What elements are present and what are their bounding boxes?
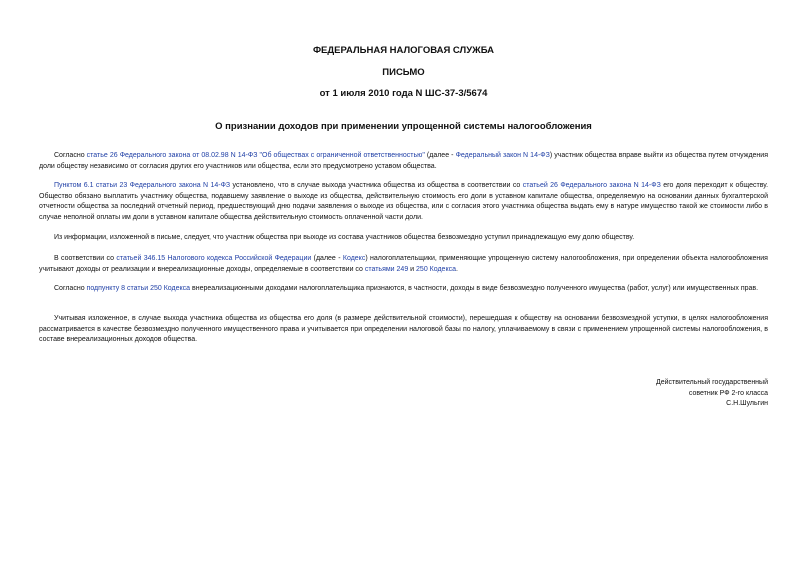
signature-rank-line: советник РФ 2-го класса	[688, 389, 768, 397]
link-article-26-law-14fz[interactable]: статье 26 Федерального закона от 08.02.98 N 14-ФЗ "Об обществах с ограниченной ответственностью"	[86, 152, 425, 159]
paragraph-text: и	[408, 265, 417, 273]
paragraph-text: Учитывая изложенное, в случае выхода участника общества из общества его доля (в размере действительной стоимости), перешедшая к обществу на основании безвозмездной уступки, в целях налогообложения рассматривается в качестве безвозмездно полученного имущественного права и учитывается при определении налоговой базы по налогу, уплачиваемому в связи с применением упрощенной системы налогообложения, в составе внереализационных доходов общества.	[39, 315, 768, 344]
document-subject: О признании доходов при применении упрощенной системы налогообложения	[215, 121, 592, 132]
paragraph-text: ) участник общества вправе выйти из общества путем отчуждения доли обществу независимо от согласия других его участников или общества, если это предусмотрено уставом общества.	[39, 152, 768, 170]
paragraph-3	[39, 233, 768, 244]
paragraph-4	[39, 254, 768, 275]
paragraph-1	[39, 151, 768, 172]
paragraph-5	[39, 284, 768, 295]
link-article-346-15-tax-code[interactable]: статьей 346.15 Налогового кодекса Российской Федерации	[116, 255, 312, 262]
paragraph-text: ) налогоплательщики, применяющие упрощенную систему налогообложения, при определении объекта налогообложения учитывают доходы от реализации и внереализационные доходы, определяемые в соответствии со	[39, 255, 768, 273]
paragraph-text: Из информации, изложенной в письме, следует, что участник общества при выходе из состава участников общества безвозмездно уступил принадлежащую ему долю обществу.	[54, 234, 635, 241]
paragraph-text: установлено, что в случае выхода участника общества из общества в соответствии со	[230, 182, 523, 189]
paragraph-text: его доля переходит к обществу. Общество обязано выплатить участнику общества, подавшему заявление о выходе из общества, действительную стоимость его доли в уставном капитале общества, определяемую на основании данных бухгалтерской отчетности общества за последний отчетный период, предшествующий дню подачи заявления о выходе из общества, или с согласия этого участника общества выдать ему в натуре имущество такой же стоимости либо в случае неполной оплаты им доли в уставном капитале общества действительную стоимость оплаченной части доли.	[39, 182, 769, 221]
link-article-250[interactable]: 250 Кодекса	[416, 265, 456, 273]
paragraph-text: (далее -	[424, 152, 456, 159]
paragraph-text: Согласно	[54, 152, 87, 159]
link-article-249[interactable]: статьями 249	[364, 265, 409, 273]
signature-block	[656, 378, 768, 410]
agency-title: ФЕДЕРАЛЬНАЯ НАЛОГОВАЯ СЛУЖБА	[312, 45, 495, 56]
paragraph-text: Согласно	[54, 285, 87, 292]
document-date-number: от 1 июля 2010 года N ШС-37-3/5674	[319, 88, 488, 99]
paragraph-2	[39, 181, 768, 223]
document-type: ПИСЬМО	[382, 67, 425, 78]
paragraph-text: .	[455, 265, 458, 273]
link-point-6-1-article-23[interactable]: Пунктом 6.1 статьи 23 Федерального закона N 14-ФЗ	[54, 182, 231, 189]
signature-title-line: Действительный государственный	[656, 379, 768, 386]
paragraph-text: В соответствии со	[54, 255, 117, 262]
paragraph-text: (далее -	[311, 255, 343, 262]
signature-name: С.Н.Шульгин	[726, 400, 768, 407]
paragraph-text: внереализационными доходами налогоплательщика признаются, в частности, доходы в виде безвозмездно полученного имущества (работ, услуг) или имущественных прав.	[190, 285, 759, 292]
link-article-26-law-14fz-2[interactable]: статьей 26 Федерального закона N 14-ФЗ	[522, 182, 661, 189]
link-law-14fz[interactable]: Федеральный закон N 14-ФЗ	[455, 152, 550, 159]
link-subpoint-8-article-250[interactable]: подпункту 8 статьи 250 Кодекса	[86, 285, 191, 292]
link-tax-code[interactable]: Кодекс	[342, 255, 366, 262]
paragraph-6	[39, 314, 768, 346]
